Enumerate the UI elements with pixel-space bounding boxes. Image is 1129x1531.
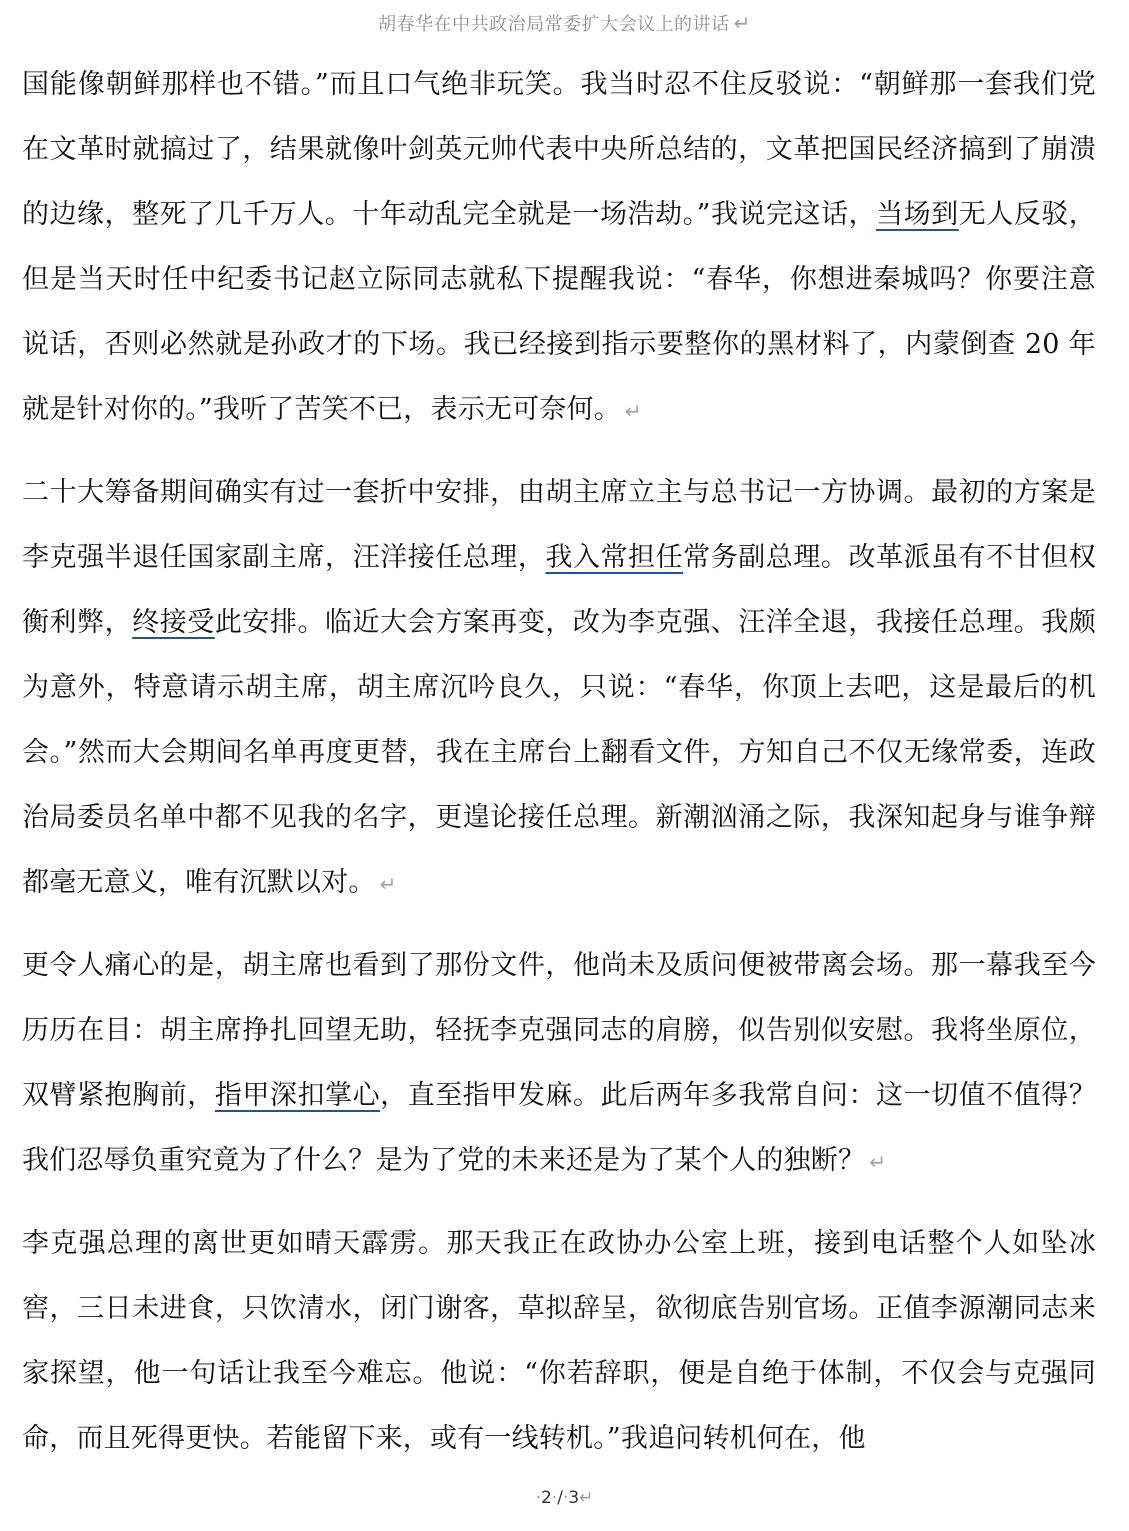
underlined-phrase: 终接受 <box>132 607 215 638</box>
footer-paragraph-mark: ↵ <box>579 1488 594 1508</box>
paragraph-2-text-b: 常务副总理。改革派虽有不甘但权衡利弊， <box>22 542 1097 638</box>
document-body <box>22 52 1096 1487</box>
paragraph-2-text-c: 此安排。临近大会方案再变，改为李克强、汪洋全退，我接任总理。我颇为意外，特意请示胡主席，胡主席沉吟良久，只说：“春华，你顶上去吧，这是最后的机会。”然而大会期间名单再度更替，我在主席台上翻看文件，方知自己不仅无缘常委，连政治局委员名单中都不见我的名字，更遑论接任总理。新潮汹涌之际，我深知起身与谁争辩都毫无意义，唯有沉默以对。 <box>22 607 1096 898</box>
underlined-phrase: 当场到 <box>876 199 959 230</box>
header-paragraph-mark: ↵ <box>733 11 751 35</box>
paragraph-mark: ↵ <box>624 399 642 423</box>
document-title: 胡春华在中共政治局常委扩大会议上的讲话 <box>378 14 730 35</box>
paragraph-2 <box>22 460 1096 917</box>
paragraph-1 <box>22 52 1096 444</box>
paragraph-1-text-b: 无人反驳，但是当天时任中纪委书记赵立际同志就私下提醒我说：“春华，你想进秦城吗？你要注意说话，否则必然就是孙政才的下场。我已经接到指示要整你的黑材料了，内蒙倒查 20 年就是针对你的。”我听了苦笑不已，表示无可奈何。 <box>22 199 1097 425</box>
underlined-phrase: 指甲深扣掌心 <box>214 1080 381 1111</box>
paragraph-3 <box>22 933 1096 1195</box>
current-page-number: 2 <box>540 1488 552 1508</box>
paragraph-3-text-a: 更令人痛心的是，胡主席也看到了那份文件，他尚未及质问便被带离会场。那一幕我至今历历在目：胡主席挣扎回望无助，轻抚李克强同志的肩膀，似告别似安慰。我将坐原位，双臂紧抱胸前， <box>22 950 1096 1111</box>
paragraph-mark: ↵ <box>869 1150 887 1174</box>
page-header <box>0 10 1129 36</box>
paragraph-2-text-a: 二十大筹备期间确实有过一套折中安排，由胡主席立主与总书记一方协调。最初的方案是李克强半退任国家副主席，汪洋接任总理， <box>22 477 1096 573</box>
paragraph-mark: ↵ <box>379 872 397 896</box>
page-footer: ·2·/·3↵ <box>535 1488 594 1508</box>
paragraph-4 <box>22 1211 1096 1471</box>
paragraph-1-text-a: 国能像朝鲜那样也不错。”而且口气绝非玩笑。我当时忍不住反驳说：“朝鲜那一套我们党在文革时就搞过了，结果就像叶剑英元帅代表中央所总结的，文革把国民经济搞到了崩溃的边缘，整死了几千万人。十年动乱完全就是一场浩劫。”我说完这话， <box>22 69 1096 230</box>
underlined-phrase: 我入常担任 <box>545 542 684 573</box>
total-pages-number: 3 <box>568 1488 580 1508</box>
paragraph-4-text-a: 李克强总理的离世更如晴天霹雳。那天我正在政协办公室上班，接到电话整个人如坠冰窖，三日未进食，只饮清水，闭门谢客，草拟辞呈，欲彻底告别官场。正值李源潮同志来家探望，他一句话让我至今难忘。他说：“你若辞职，便是自绝于体制，不仅会与克强同命，而且死得更快。若能留下来，或有一线转机。”我追问转机何在，他 <box>22 1228 1096 1454</box>
paragraph-3-text-b: ，直至指甲发麻。此后两年多我常自问：这一切值不值得？我们忍辱负重究竟为了什么？是为了党的未来还是为了某个人的独断？ <box>22 1080 1097 1176</box>
page-separator: / <box>557 1488 563 1508</box>
